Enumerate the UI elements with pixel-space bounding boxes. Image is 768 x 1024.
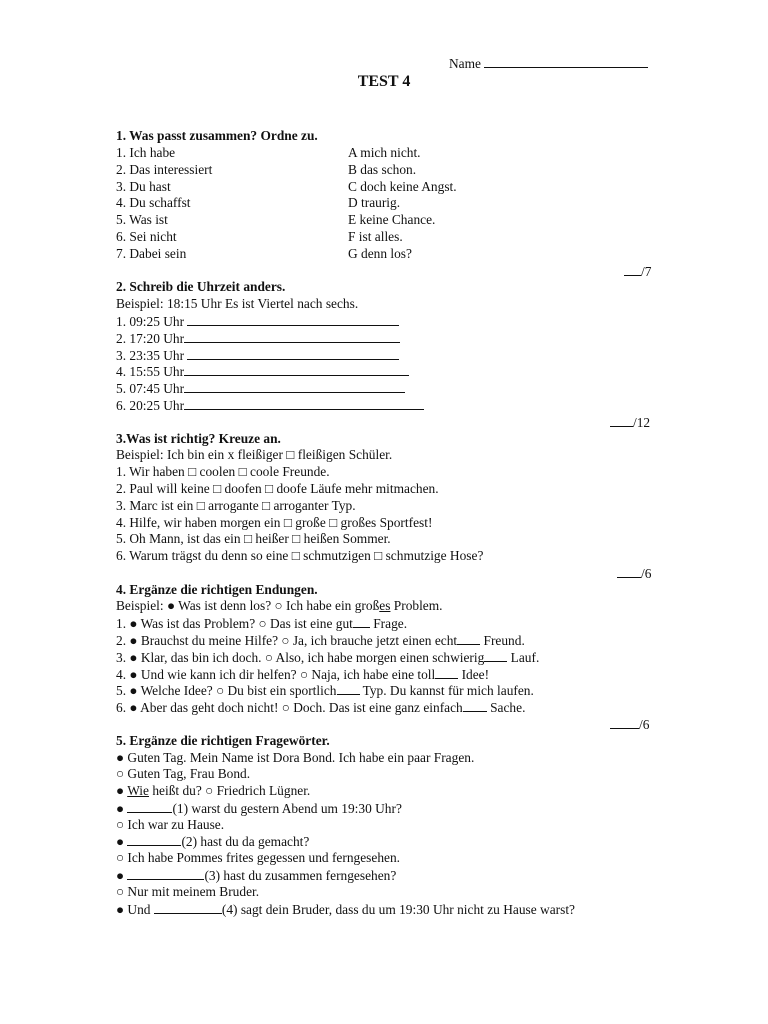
s3-item: 4. Hilfe, wir haben morgen ein □ große □ großes Sportfest! (116, 515, 433, 530)
s2-item-4: 4. 15:55 Uhr (116, 363, 409, 380)
s1-left-item: 7. Dabei sein (116, 246, 187, 261)
page-title: TEST 4 (357, 73, 411, 90)
s4-item-6: 6. ● Aber das geht doch nicht! ○ Doch. Das ist eine ganz einfach Sache. (116, 700, 526, 715)
s3-score (617, 565, 651, 582)
answer-blank[interactable] (184, 363, 409, 376)
answer-blank[interactable] (184, 380, 405, 393)
s1-right-item: B das schon. (348, 162, 417, 177)
s1-left-item: 2. Das interessiert (116, 162, 213, 177)
ending-blank[interactable] (337, 682, 360, 695)
s3-example: Beispiel: Ich bin ein x fleißiger □ fleißigen Schüler. (116, 447, 393, 462)
s3-item: 3. Marc ist ein □ arrogante □ arroganter Typ. (116, 498, 356, 513)
name-blank[interactable] (484, 55, 648, 68)
section-1-heading: 1. Was passt zusammen? Ordne zu. (116, 128, 318, 143)
s5-line: ● Und (4) sagt dein Bruder, dass du um 19:30 Uhr nicht zu Hause warst? (116, 902, 575, 917)
s2-score-total: /12 (633, 415, 651, 430)
s1-left-item: 4. Du schaffst (116, 195, 191, 210)
s4-example-ending: es (379, 598, 391, 613)
s4-score-total: /6 (639, 717, 650, 732)
s2-item-3: 3. 23:35 Uhr (116, 347, 399, 364)
s4-score-blank[interactable] (610, 716, 639, 729)
s3-item: 5. Oh Mann, ist das ein □ heißer □ heißen Sommer. (116, 531, 391, 546)
ending-blank[interactable] (457, 632, 480, 645)
s5-line: ● (3) hast du zusammen ferngesehen? (116, 868, 397, 883)
s2-item-1: 1. 09:25 Uhr (116, 313, 399, 330)
s4-score (610, 716, 649, 733)
section-4-heading: 4. Ergänze die richtigen Endungen. (116, 582, 318, 597)
s2-item-6: 6. 20:25 Uhr (116, 397, 424, 414)
s2-score (610, 414, 650, 431)
s3-item: 2. Paul will keine □ doofen □ doofe Läufe mehr mitmachen. (116, 481, 439, 496)
s5-line: ● (1) warst du gestern Abend um 19:30 Uhr? (116, 801, 402, 816)
answer-blank[interactable] (184, 330, 400, 343)
s4-item-1: 1. ● Was ist das Problem? ○ Das ist eine gut Frage. (116, 616, 408, 631)
s1-score (624, 263, 651, 280)
section-3-heading: 3.Was ist richtig? Kreuze an. (116, 431, 281, 446)
section-2-heading: 2. Schreib die Uhrzeit anders. (116, 279, 286, 294)
s1-right-item: G denn los? (348, 246, 412, 261)
s1-score-blank[interactable] (624, 263, 641, 276)
s1-right-item: E keine Chance. (348, 212, 436, 227)
answer-blank[interactable] (187, 347, 399, 360)
s3-item: 6. Warum trägst du denn so eine □ schmutzigen □ schmutzige Hose? (116, 548, 484, 563)
s2-item-5: 5. 07:45 Uhr (116, 380, 405, 397)
s5-line: ● Wie heißt du? ○ Friedrich Lügner. (116, 783, 311, 798)
question-word-blank[interactable] (127, 800, 172, 813)
question-word-blank[interactable] (127, 867, 204, 880)
s4-item-4: 4. ● Und wie kann ich dir helfen? ○ Naja, ich habe eine toll Idee! (116, 667, 490, 682)
s1-score-total: /7 (641, 264, 652, 279)
s3-item: 1. Wir haben □ coolen □ coole Freunde. (116, 464, 330, 479)
ending-blank[interactable] (484, 649, 507, 662)
s1-left-item: 6. Sei nicht (116, 229, 177, 244)
answer-blank[interactable] (184, 397, 424, 410)
s2-item-2: 2. 17:20 Uhr (116, 330, 400, 347)
s2-score-blank[interactable] (610, 414, 633, 427)
s5-example-word: Wie (127, 783, 149, 798)
section-5-heading: 5. Ergänze die richtigen Fragewörter. (116, 733, 330, 748)
s1-left-item: 3. Du hast (116, 179, 171, 194)
s1-right-item: A mich nicht. (348, 145, 421, 160)
s5-line: ○ Nur mit meinem Bruder. (116, 884, 260, 899)
name-label: Name (449, 56, 481, 71)
name-line (449, 55, 648, 72)
s5-line: ● (2) hast du da gemacht? (116, 834, 310, 849)
s3-score-blank[interactable] (617, 565, 641, 578)
s1-right-item: D traurig. (348, 195, 401, 210)
s1-left-item: 1. Ich habe (116, 145, 176, 160)
ending-blank[interactable] (463, 699, 487, 712)
s3-score-total: /6 (641, 566, 652, 581)
s5-line: ○ Ich war zu Hause. (116, 817, 225, 832)
s1-right-item: F ist alles. (348, 229, 403, 244)
s1-right-item: C doch keine Angst. (348, 179, 457, 194)
answer-blank[interactable] (187, 313, 399, 326)
ending-blank[interactable] (435, 666, 458, 679)
s5-line: ○ Guten Tag, Frau Bond. (116, 766, 251, 781)
s5-line: ○ Ich habe Pommes frites gegessen und ferngesehen. (116, 850, 400, 865)
question-word-blank[interactable] (127, 833, 181, 846)
s4-item-2: 2. ● Brauchst du meine Hilfe? ○ Ja, ich brauche jetzt einen echt Freund. (116, 633, 525, 648)
s5-line: ● Guten Tag. Mein Name ist Dora Bond. Ich habe ein paar Fragen. (116, 750, 475, 765)
s4-example: Beispiel: ● Was ist denn los? ○ Ich habe ein großes Problem. (116, 598, 443, 613)
s4-item-5: 5. ● Welche Idee? ○ Du bist ein sportlich Typ. Du kannst für mich laufen. (116, 683, 534, 698)
s1-left-item: 5. Was ist (116, 212, 168, 227)
question-word-blank[interactable] (154, 901, 222, 914)
s4-item-3: 3. ● Klar, das bin ich doch. ○ Also, ich habe morgen einen schwierig Lauf. (116, 650, 540, 665)
s2-example: Beispiel: 18:15 Uhr Es ist Viertel nach sechs. (116, 296, 359, 311)
ending-blank[interactable] (353, 615, 370, 628)
